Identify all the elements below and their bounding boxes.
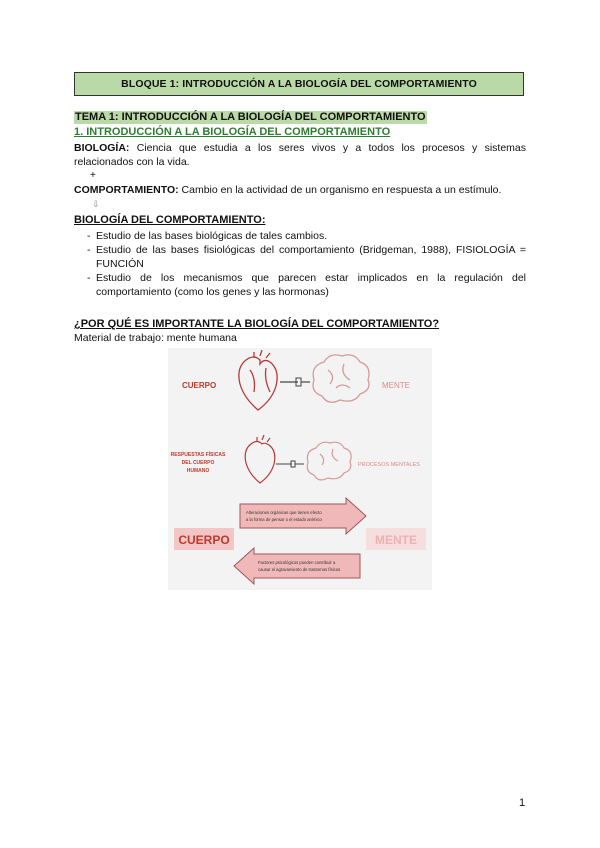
- plus-sign: +: [90, 170, 96, 181]
- arrow-left-text: Factores psicológicos pueden contribuir a: [258, 560, 336, 565]
- arrow-right-text: a la forma de pensar o el estado anímico: [246, 517, 322, 522]
- bottom-cuerpo-label: CUERPO: [178, 533, 230, 547]
- bullet-list: [74, 229, 526, 299]
- top-mente-label: MENTE: [382, 381, 410, 390]
- arrow-left-text: causar el agravamiento de trastornos físicos: [258, 567, 341, 572]
- brain-icon: [313, 355, 369, 402]
- heart-icon: [245, 435, 275, 483]
- material-text: Material de trabajo: mente humana: [74, 332, 237, 344]
- brain-icon: [307, 442, 351, 480]
- top-cuerpo-label: CUERPO: [182, 381, 217, 390]
- comportamiento-text: Cambio en la actividad de un organismo en respuesta a un estímulo.: [178, 184, 502, 196]
- heart-icon: [239, 350, 277, 410]
- body-mind-figure: [168, 348, 432, 590]
- question-heading: ¿POR QUÉ ES IMPORTANTE LA BIOLOGÍA DEL COMPORTAMIENTO?: [74, 318, 440, 330]
- biologia-text: Ciencia que estudia a los seres vivos y a todos los procesos y sistemas relacionados con la vida.: [74, 142, 526, 168]
- page-number: 1: [519, 797, 526, 809]
- down-arrow-icon: ⇩: [92, 199, 100, 209]
- comportamiento-term: COMPORTAMIENTO:: [74, 184, 179, 196]
- list-item: - Estudio de las bases fisiológicas del comportamiento (Bridgeman, 1988), FISIOLOGÍA = FUNCIÓN: [74, 243, 526, 271]
- list-item: - Estudio de las bases biológicas de tales cambios.: [74, 229, 526, 243]
- right-arrow-icon: [240, 498, 366, 534]
- section-heading: 1. INTRODUCCIÓN A LA BIOLOGÍA DEL COMPORTAMIENTO: [74, 126, 391, 138]
- mid-label-line: HUMANO: [186, 468, 210, 474]
- figure-svg: [168, 348, 432, 590]
- bio-comp-heading: BIOLOGÍA DEL COMPORTAMIENTO:: [74, 214, 266, 226]
- tema-title: TEMA 1: INTRODUCCIÓN A LA BIOLOGÍA DEL COMPORTAMIENTO: [75, 111, 426, 123]
- biologia-term: BIOLOGÍA:: [74, 142, 130, 154]
- mid-label-line: RESPUESTAS FÍSICAS: [170, 452, 226, 458]
- procesos-mentales-label: PROCESOS MENTALES: [358, 462, 420, 468]
- biologia-definition: [74, 141, 526, 169]
- list-item: - Estudio de los mecanismos que parecen estar implicados en la regulación del comportamiento (como los genes y las hormonas): [74, 271, 526, 299]
- block-banner: BLOQUE 1: INTRODUCCIÓN A LA BIOLOGÍA DEL COMPORTAMIENTO: [74, 72, 524, 96]
- left-arrow-icon: [234, 548, 360, 584]
- arrow-right-text: Alteraciones orgánicas que tienen efecto: [246, 510, 322, 515]
- mid-label-line: DEL CUERPO: [181, 460, 215, 466]
- comportamiento-definition: [74, 183, 526, 197]
- bottom-mente-label: MENTE: [375, 533, 417, 547]
